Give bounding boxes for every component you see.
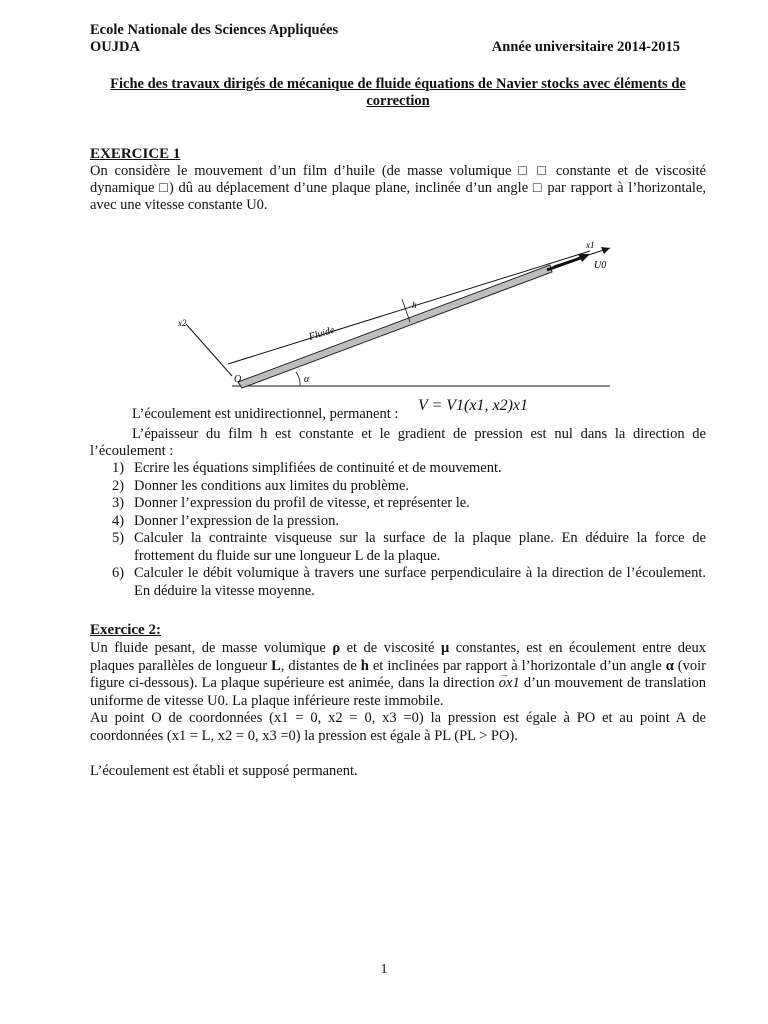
exercise1-heading: EXERCICE 1 (90, 146, 181, 162)
free-surface-line (228, 251, 590, 364)
velocity-formula: V = V1(x1, x2)x1 (418, 397, 529, 414)
thickness-statement: L’épaisseur du film h est constante et le gradient de pression est nul dans la direction de l’écoulement : (90, 426, 706, 459)
ox1-vector: → ox1 (499, 675, 520, 691)
exercise1-questions (90, 460, 706, 600)
header (90, 22, 680, 56)
question-item: 2) Donner les conditions aux limites du problème. (112, 477, 410, 494)
exercise2-heading: Exercice 2: (90, 622, 161, 638)
x1-label: x1 (586, 240, 595, 250)
question-item: 5) Calculer la contrainte visqueuse sur la surface de la plaque plane. En déduire la force de frottement du fluide sur une longueur L de la plaque. (112, 530, 706, 564)
page-number: 1 (380, 962, 388, 977)
question-item: 1) Ecrire les équations simplifiées de continuité et de mouvement. (112, 460, 502, 476)
document-title: Fiche des travaux dirigés de mécanique de fluide équations de Navier stocks avec éléments de correction (110, 76, 686, 109)
question-item: 4) Donner l’expression de la pression. (112, 512, 339, 529)
exercise2-statement: Un fluide pesant, de masse volumique ρ et de viscosité μ constantes, est en écoulement entre deux plaques parallèles de longueur L, distantes de h et inclinées par rapport à l’horizontale d’un angle α (voir figure ci-dessous). La plaque supérieure est animée, dans la direction → ox1 d’un mouvement de translation uniforme de vitesse U0. La plaque inférieure reste immobile. Au point O de coordonnées (x1 = 0, x2 = 0, x3 =0) la pression est égale à PO et au point A de coordonnées (x1 = L, x2 = 0, x3 =0) la pression est égale à PL (PL > PO). (90, 640, 706, 745)
rho-symbol: ρ (332, 640, 341, 656)
question-item: 3) Donner l’expression du profil de vitesse, et représenter le. (112, 495, 470, 511)
length-symbol: L (271, 657, 281, 674)
distance-symbol: h (360, 657, 369, 674)
school-name: Ecole Nationale des Sciences Appliquées (90, 22, 339, 38)
city-name: OUJDA (90, 39, 140, 55)
pressure-conditions: Au point O de coordonnées (x1 = 0, x2 = 0, x3 =0) la pression est égale à PO et au point A de coordonnées (x1 = L, x2 = 0, x3 =0) la pression est égale à PL (PL > PO). (90, 710, 706, 744)
exercise2-closing: L’écoulement est établi et supposé permanent. (90, 763, 358, 779)
inclined-plate (238, 265, 552, 388)
academic-year: Année universitaire 2014-2015 (491, 39, 680, 55)
mu-symbol: μ (440, 640, 450, 656)
alpha-label: α (304, 374, 310, 385)
alpha-arc (296, 372, 300, 386)
x2-label: x2 (178, 318, 187, 328)
origin-label: O (234, 374, 242, 385)
u0-label: U0 (594, 260, 607, 271)
fluid-label: Fluide (307, 324, 336, 343)
question-item: 6) Calculer le débit volumique à travers une surface perpendiculaire à la direction de l’écoulement. En déduire la vitesse moyenne. (112, 565, 706, 599)
flow-description: L’écoulement est unidirectionnel, permanent : (132, 406, 399, 422)
h-label: h (412, 300, 417, 310)
inclined-plate-diagram (170, 236, 620, 396)
exercise1-intro: On considère le mouvement d’un film d’huile (de masse volumique □ □ constante et de viscosité dynamique □) dû au déplacement d’une plaque plane, inclinée d’un angle □ par rapport à l’horizontale, avec une vitesse constante U0. (90, 163, 706, 213)
alpha-symbol: α (665, 657, 674, 674)
x2-axis (186, 324, 232, 376)
